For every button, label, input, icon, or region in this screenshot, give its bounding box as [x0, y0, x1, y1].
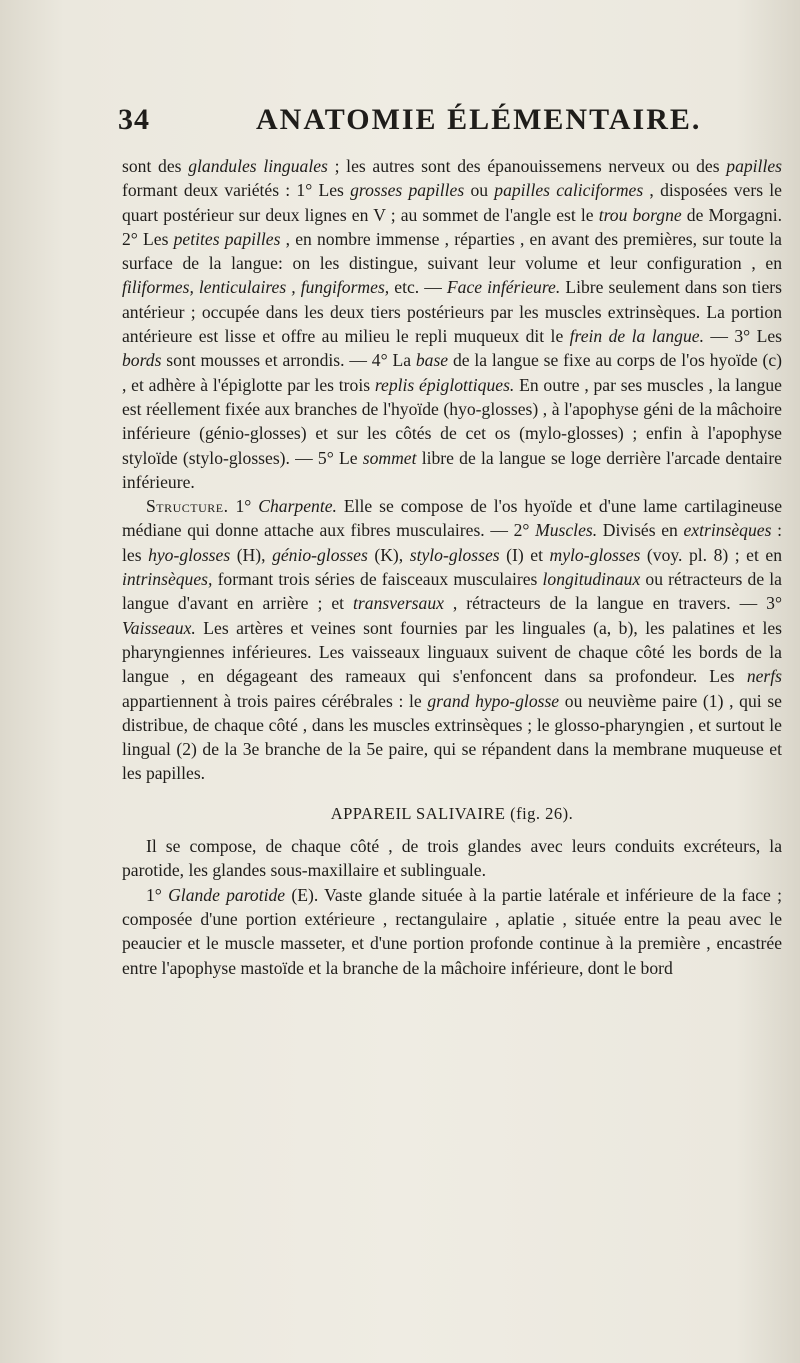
- text-run: Elle se compose de l'os hyoïde et d'une lame cartilagineuse médiane qui donne attache aux fibres musculaires. — 2°: [122, 496, 782, 541]
- italic-run: grand hypo-glosse: [427, 690, 560, 711]
- italic-run: glandules linguales: [188, 156, 328, 176]
- italic-run: intrinsèques,: [122, 569, 213, 590]
- text-run: formant trois séries de faisceaux musculaires: [212, 569, 543, 590]
- text-run: de Morgagni. 2° Les: [122, 204, 782, 249]
- italic-run: Face inférieure.: [446, 277, 561, 298]
- text-run: libre de la langue se loge derrière l'arcade dentaire inférieure.: [122, 447, 782, 492]
- text-run: (I) et: [499, 544, 550, 565]
- italic-run: grosses papilles: [350, 180, 465, 201]
- italic-run: mylo-glosses: [549, 544, 641, 565]
- italic-run: papilles: [726, 156, 782, 176]
- section-title-salivary-apparatus: APPAREIL SALIVAIRE (fig. 26).: [330, 803, 574, 823]
- italic-run: génio-glosses: [272, 544, 368, 565]
- text-run: ou: [464, 180, 495, 201]
- italic-run: extrinsèques: [683, 520, 772, 541]
- paragraph-salivary-intro: [122, 834, 782, 883]
- small-caps-run: Structure.: [146, 496, 229, 517]
- text-run: ; les autres sont des épanouissemens nerveux ou des: [327, 156, 727, 176]
- text-run: etc. —: [389, 277, 447, 298]
- italic-run: frein de la langue.: [569, 326, 704, 347]
- paragraph-parotid-gland: [122, 883, 782, 980]
- italic-run: papilles caliciformes: [494, 180, 644, 201]
- text-run: , rétracteurs de la langue en travers. — 3°: [443, 593, 783, 614]
- text-run: (voy. pl. 8) ; et en: [640, 544, 783, 565]
- italic-run: bords: [122, 350, 162, 371]
- text-run: Libre seulement dans son tiers antérieur ; occupée dans les deux tiers postérieurs par les muscles extrinsèques. La portion antérieure est lisse et offre au milieu le repli muqueux dit le: [122, 277, 783, 347]
- italic-run: sommet: [362, 447, 417, 468]
- text-run: sont mousses et arrondis. — 4° La: [161, 350, 416, 371]
- text-run: Les artères et veines sont fournies par les linguales (a, b), les palatines et les pharyngiennes inférieures. Les vaisseaux linguaux suivent de chaque côté les bords de la langue , en dégageant des rameaux qui s'enfoncent dans sa profondeur. Les: [122, 617, 782, 687]
- text-run: 1°: [228, 496, 259, 517]
- italic-run: nerfs: [746, 666, 782, 687]
- text-run: sont des: [122, 156, 189, 176]
- text-run: , en nombre immense , réparties , en avant des premières, sur toute la surface de la langue: on les distingue, suivant leur volume et leur configuration , en: [122, 228, 782, 274]
- italic-run: Glande parotide: [168, 884, 286, 905]
- italic-run: Muscles.: [535, 520, 598, 541]
- paragraph-tongue-description: [122, 154, 782, 494]
- text-run: ou rétracteurs de la langue d'avant en arrière ; et: [122, 569, 782, 614]
- text-run: de la langue se fixe au corps de l'os hyoïde (c) , et adhère à l'épiglotte par les trois: [122, 350, 782, 395]
- page-number: 34: [118, 103, 150, 136]
- italic-run: Charpente.: [258, 496, 337, 517]
- italic-run: Vaisseaux.: [122, 617, 196, 638]
- text-run: (K),: [367, 544, 410, 565]
- text-run: appartiennent à trois paires cérébrales : le: [122, 690, 428, 711]
- text-run: ou neuvième paire (1) , qui se distribue, de chaque côté , dans les muscles extrinsèques ; le glosso-pharyngien , et surtout le lingual (2) de la 3e branche de la 5e paire, qui se répandent dans la membrane muqueuse et les papilles.: [122, 690, 782, 784]
- italic-run: hyo-glosses: [148, 544, 231, 565]
- italic-run: replis épiglottiques.: [374, 374, 515, 395]
- italic-run: filiformes, lenticulaires , fungiformes,: [122, 277, 390, 298]
- text-run: Divisés en: [597, 520, 684, 541]
- paragraph-structure: [122, 494, 782, 786]
- text-run: Il se compose, de chaque côté , de trois glandes avec leurs conduits excréteurs, la parotide, les glandes sous-maxillaire et sublinguale.: [122, 836, 782, 881]
- text-run: (H),: [230, 544, 273, 565]
- text-run: 1°: [146, 884, 169, 905]
- italic-run: petites papilles: [173, 228, 281, 249]
- italic-run: transversaux: [353, 593, 444, 614]
- text-run: En outre , par ses muscles , la langue est réellement fixée aux branches de l'hyoïde (hyo-glosses) , à l'apophyse géni de la mâchoire inférieure (génio-glosses) et sur les côtés de cet os (mylo-glosses) ; enfin à l'apophyse styloïde (stylo-glosses). — 5° Le: [122, 374, 782, 468]
- body-text: [122, 154, 782, 980]
- text-run: formant deux variétés : 1° Les: [122, 180, 351, 201]
- italic-run: base: [415, 350, 449, 371]
- running-head: ANATOMIE ÉLÉMENTAIRE.: [256, 103, 702, 136]
- text-run: — 3° Les: [703, 326, 782, 347]
- text-run: : les: [122, 520, 782, 565]
- text-run: , disposées vers le quart postérieur sur deux lignes en V ; au sommet de l'angle est le: [122, 180, 782, 225]
- text-run: (E). Vaste glande située à la partie latérale et inférieure de la face ; composée d'une portion extérieure , rectangulaire , aplatie , située entre la peau avec le peaucier et le muscle masseter, et d'une portion profonde continue à la première , encastrée entre l'apophyse mastoïde et la branche de la mâchoire inférieure, dont le bord: [122, 884, 783, 978]
- italic-run: trou borgne: [598, 204, 682, 225]
- italic-run: stylo-glosses: [409, 544, 500, 565]
- italic-run: longitudinaux: [542, 569, 641, 590]
- page-header: [118, 103, 780, 143]
